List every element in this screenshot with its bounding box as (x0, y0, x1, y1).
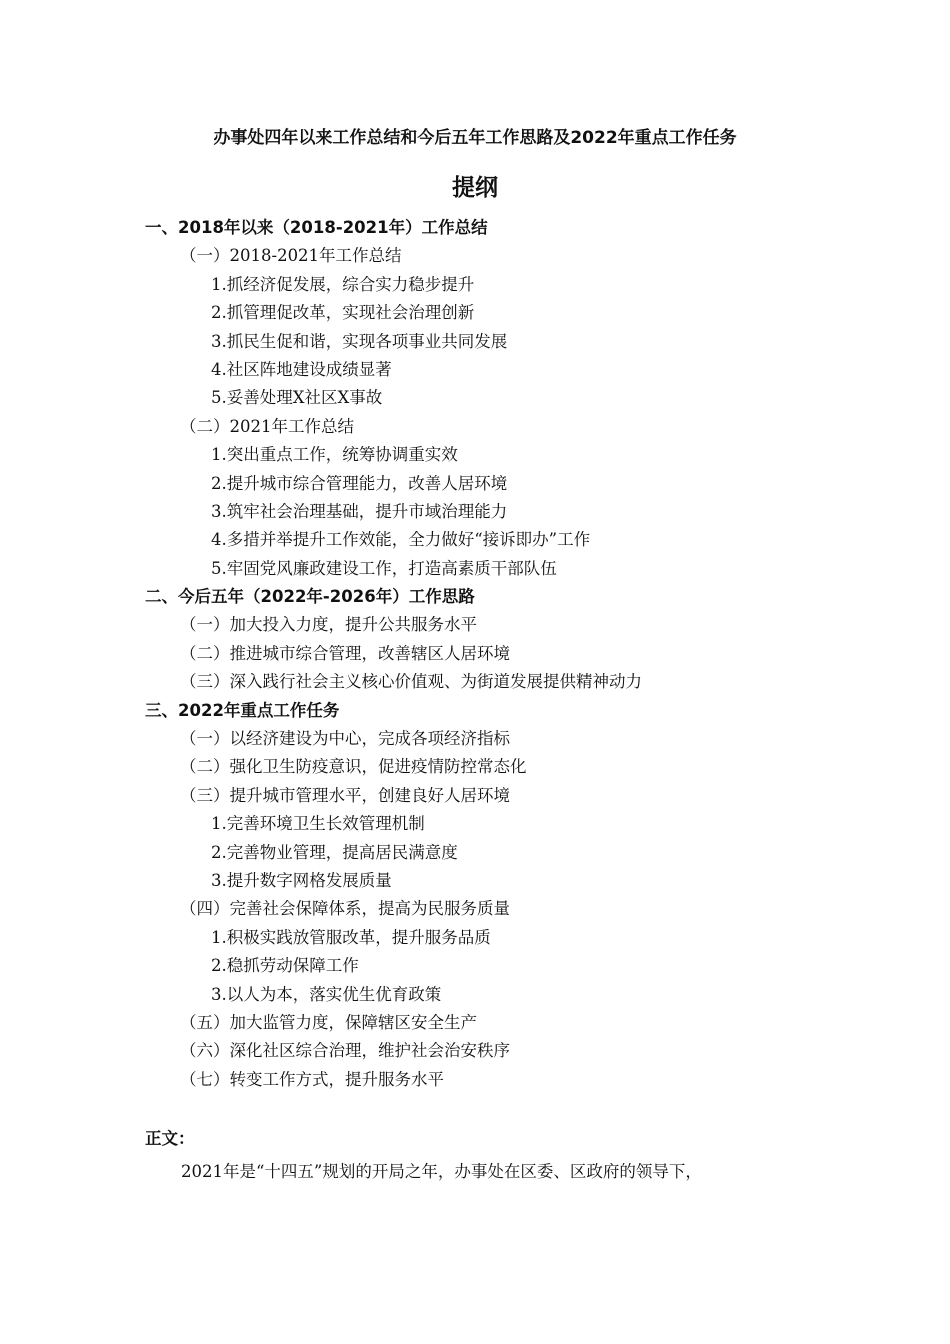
outline-item: （二）强化卫生防疫意识，促进疫情防控常态化 (180, 757, 527, 777)
body-heading: 正文： (145, 1129, 195, 1148)
outline-item: （三）提升城市管理水平，创建良好人居环境 (180, 785, 510, 805)
document-title: 办事处四年以来工作总结和今后五年工作思路及2022年重点工作任务 (213, 128, 737, 148)
outline-item: 2.完善物业管理，提高居民满意度 (211, 842, 458, 862)
outline-item: （三）深入践行社会主义核心价值观、为街道发展提供精神动力 (180, 672, 642, 692)
outline-item: 三、2022年重点工作任务 (145, 700, 340, 720)
outline-item: 5.牢固党风廉政建设工作，打造高素质干部队伍 (211, 558, 557, 578)
outline-item: （六）深化社区综合治理，维护社会治安秩序 (180, 1041, 510, 1061)
outline-list (0, 214, 950, 1094)
outline-item: 3.提升数字网格发展质量 (211, 870, 392, 890)
outline-item: 2.稳抓劳动保障工作 (211, 956, 359, 976)
document-subtitle: 提纲 (452, 175, 498, 201)
outline-item: （一）2018-2021年工作总结 (180, 246, 402, 266)
outline-item: 3.抓民生促和谐，实现各项事业共同发展 (211, 331, 508, 351)
outline-item: （二）推进城市综合管理，改善辖区人居环境 (180, 643, 510, 663)
outline-item: （一）加大投入力度，提升公共服务水平 (180, 615, 477, 635)
outline-item: 3.筑牢社会治理基础，提升市域治理能力 (211, 501, 508, 521)
outline-item: （一）以经济建设为中心，完成各项经济指标 (180, 729, 510, 749)
outline-item: （二）2021年工作总结 (180, 416, 354, 436)
outline-item: （五）加大监管力度，保障辖区安全生产 (180, 1012, 477, 1032)
outline-item: 4.多措并举提升工作效能，全力做好“接诉即办”工作 (211, 530, 591, 550)
outline-item: 二、今后五年（2022年-2026年）工作思路 (145, 587, 475, 607)
outline-item: 2.提升城市综合管理能力，改善人居环境 (211, 473, 508, 493)
outline-item: 2.抓管理促改革，实现社会治理创新 (211, 303, 475, 323)
outline-item: 5.妥善处理X社区X事故 (211, 388, 383, 408)
outline-item: 1.突出重点工作，统筹协调重实效 (211, 445, 458, 465)
outline-item: 1.完善环境卫生长效管理机制 (211, 814, 425, 834)
outline-item: 4.社区阵地建设成绩显著 (211, 359, 392, 379)
body-paragraph: 2021年是“十四五”规划的开局之年，办事处在区委、区政府的领导下， (181, 1162, 702, 1181)
outline-item: 1.抓经济促发展，综合实力稳步提升 (211, 274, 475, 294)
outline-item: 3.以人为本，落实优生优育政策 (211, 984, 442, 1004)
outline-item: （四）完善社会保障体系，提高为民服务质量 (180, 899, 510, 919)
outline-item: （七）转变工作方式，提升服务水平 (180, 1069, 444, 1089)
outline-item: 一、2018年以来（2018-2021年）工作总结 (145, 218, 488, 237)
outline-item: 1.积极实践放管服改革，提升服务品质 (211, 927, 491, 947)
